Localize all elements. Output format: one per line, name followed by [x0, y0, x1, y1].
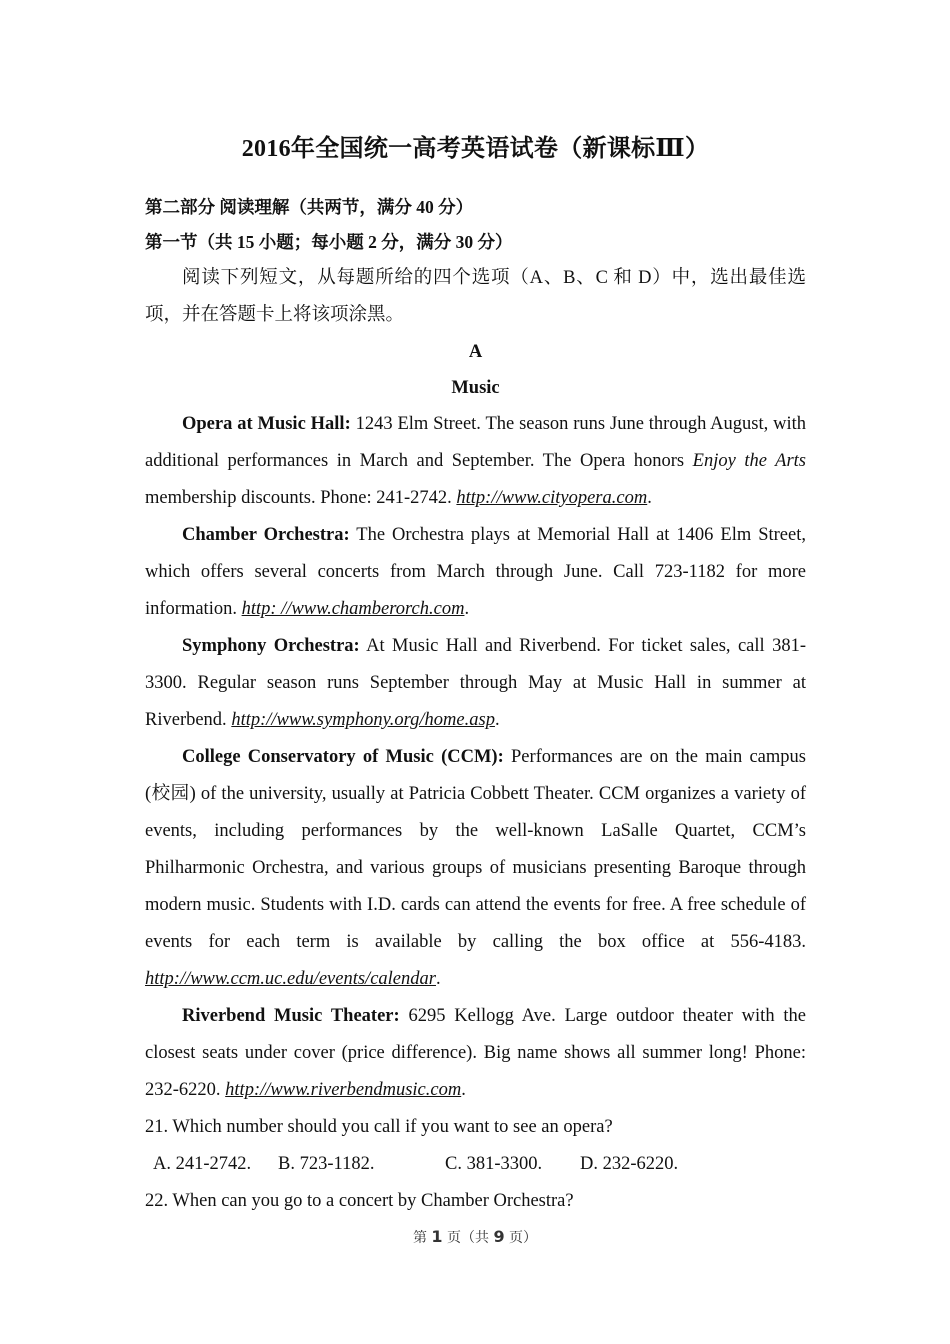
- entry-name: Riverbend Music Theater:: [182, 1006, 400, 1026]
- entry-text: At Music Hall and Riverbend. For ticket sales, call 381-3300. Regular season runs September through May at Music Hall in summer at Riverbend.: [145, 636, 806, 730]
- entry-chamber-orchestra: [145, 517, 806, 628]
- entry-text: 6295 Kellogg Ave. Large outdoor theater with the closest seats under cover (price difference). Big name shows all summer long! Phone: 232-6220.: [145, 1006, 806, 1100]
- entry-text: The Orchestra plays at Memorial Hall at 1406 Elm Street, which offers several concerts from March through June. Call 723-1182 for more information.: [145, 525, 806, 619]
- footer-page-number: 1: [431, 1227, 443, 1246]
- entry-url-link[interactable]: http://www.riverbendmusic.com: [225, 1080, 462, 1100]
- entry-url-link[interactable]: http: //www.chamberorch.com: [241, 599, 465, 619]
- entry-opera: [145, 406, 806, 517]
- section-heading: 第一节（共 15 小题；每小题 2 分，满分 30 分）: [145, 232, 513, 252]
- question-22-stem: 22. When can you go to a concert by Chamber Orchestra?: [145, 1191, 574, 1211]
- entry-text: membership discounts. Phone: 241-2742.: [145, 488, 457, 508]
- question-21-options: [145, 1146, 806, 1183]
- entry-end: .: [435, 969, 441, 989]
- footer-prefix: 第: [412, 1230, 427, 1246]
- entry-name: Symphony Orchestra:: [182, 636, 360, 656]
- entry-italic: Enjoy the Arts: [692, 451, 806, 471]
- instructions: 阅读下列短文，从每题所给的四个选项（A、B、C 和 D）中，选出最佳选项，并在答题卡上将该项涂黑。: [145, 268, 806, 325]
- page-footer: [0, 1227, 950, 1247]
- option-b: B. 723-1182.: [278, 1154, 375, 1174]
- entry-riverbend: [145, 998, 806, 1109]
- entry-url-link[interactable]: http://www.symphony.org/home.asp: [231, 710, 495, 730]
- passage-title: Music: [451, 378, 500, 398]
- exam-title: 2016年全国统一高考英语试卷（新课标Ⅲ）: [241, 136, 710, 162]
- part-heading: 第二部分 阅读理解（共两节，满分 40 分）: [145, 197, 474, 217]
- entry-ccm: [145, 739, 806, 998]
- footer-middle: 页（共: [447, 1230, 489, 1246]
- entry-end: .: [461, 1080, 466, 1100]
- footer-suffix: 页）: [509, 1230, 538, 1246]
- entry-end: .: [464, 599, 470, 619]
- option-a: A. 241-2742.: [153, 1154, 252, 1174]
- entry-end: .: [494, 710, 500, 730]
- entry-url-link[interactable]: http://www.cityopera.com: [456, 488, 648, 508]
- option-d: D. 232-6220.: [580, 1154, 679, 1174]
- entry-end: .: [647, 488, 652, 508]
- page-content: [145, 128, 806, 1220]
- entry-text: 1243 Elm Street. The season runs June through August, with additional performances in March and September. The Opera honors: [145, 414, 806, 471]
- entry-symphony-orchestra: [145, 628, 806, 739]
- passage-letter: A: [468, 342, 483, 362]
- entry-text: Performances are on the main campus (校园) of the university, usually at Patricia Cobbett Theater. CCM organizes a variety of events, including performances by the well-known LaSalle Quartet, CCM’s Philharmonic Orchestra, and various groups of musicians presenting Baroque through modern music. Students with I.D. cards can attend the events for free. A free schedule of events for each term is available by calling the box office at 556-4183.: [145, 747, 806, 952]
- question-21-stem: 21. Which number should you call if you want to see an opera?: [145, 1117, 613, 1137]
- entry-name: College Conservatory of Music (CCM):: [182, 747, 504, 767]
- entry-url-link[interactable]: http://www.ccm.uc.edu/events/calendar: [145, 969, 436, 989]
- footer-total-pages: 9: [493, 1227, 505, 1246]
- entry-name: Chamber Orchestra:: [182, 525, 350, 545]
- entry-name: Opera at Music Hall:: [182, 414, 351, 434]
- option-c: C. 381-3300.: [445, 1154, 543, 1174]
